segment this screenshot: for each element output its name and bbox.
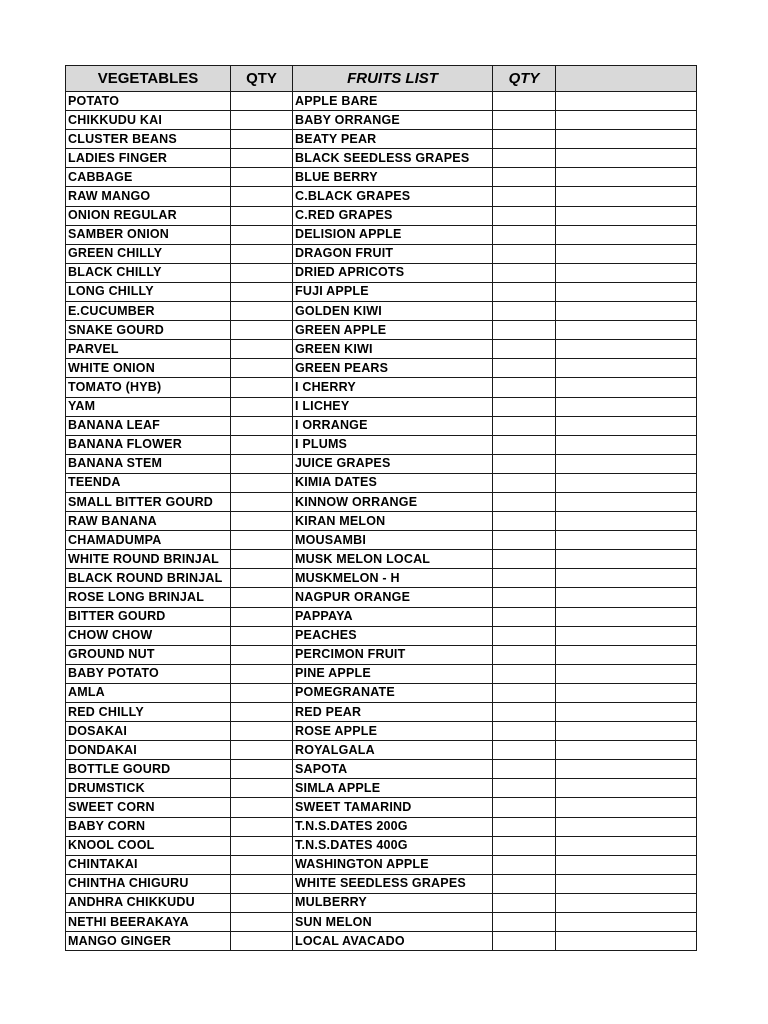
extra-cell: [556, 378, 697, 397]
fruit-qty-cell[interactable]: [493, 359, 556, 378]
vegetable-qty-cell[interactable]: [231, 874, 293, 893]
fruit-qty-cell[interactable]: [493, 244, 556, 263]
fruit-qty-cell[interactable]: [493, 893, 556, 912]
vegetable-qty-cell[interactable]: [231, 244, 293, 263]
fruit-name-cell: T.N.S.DATES 400G: [293, 836, 493, 855]
extra-cell: [556, 92, 697, 111]
vegetable-name-cell: SNAKE GOURD: [66, 321, 231, 340]
extra-cell: [556, 321, 697, 340]
vegetable-name-cell: CHAMADUMPA: [66, 531, 231, 550]
extra-cell: [556, 645, 697, 664]
vegetable-qty-cell[interactable]: [231, 149, 293, 168]
fruit-qty-cell[interactable]: [493, 225, 556, 244]
table-row: [66, 874, 697, 893]
vegetable-name-cell: DOSAKAI: [66, 722, 231, 741]
fruit-qty-cell[interactable]: [493, 913, 556, 932]
table-row: [66, 531, 697, 550]
table-row: [66, 302, 697, 321]
vegetable-qty-cell[interactable]: [231, 779, 293, 798]
fruit-name-cell: GREEN KIWI: [293, 340, 493, 359]
table-row: [66, 321, 697, 340]
vegetable-qty-cell[interactable]: [231, 569, 293, 588]
fruit-name-cell: KINNOW ORRANGE: [293, 492, 493, 511]
extra-cell: [556, 874, 697, 893]
vegetable-name-cell: CHIKKUDU KAI: [66, 111, 231, 130]
fruit-name-cell: ROYALGALA: [293, 741, 493, 760]
vegetable-qty-cell[interactable]: [231, 282, 293, 301]
extra-cell: [556, 932, 697, 951]
fruit-qty-cell[interactable]: [493, 588, 556, 607]
fruit-qty-cell[interactable]: [493, 206, 556, 225]
vegetable-qty-cell[interactable]: [231, 378, 293, 397]
table-row: [66, 645, 697, 664]
vegetable-qty-cell[interactable]: [231, 683, 293, 702]
header-fruits-list: FRUITS LIST: [293, 66, 493, 92]
fruit-qty-cell[interactable]: [493, 836, 556, 855]
vegetable-name-cell: CHINTAKAI: [66, 855, 231, 874]
vegetable-qty-cell[interactable]: [231, 855, 293, 874]
table-row: [66, 703, 697, 722]
fruit-qty-cell[interactable]: [493, 683, 556, 702]
vegetable-qty-cell[interactable]: [231, 760, 293, 779]
fruit-name-cell: PAPPAYA: [293, 607, 493, 626]
vegetable-qty-cell[interactable]: [231, 531, 293, 550]
extra-cell: [556, 282, 697, 301]
fruit-qty-cell[interactable]: [493, 817, 556, 836]
fruit-qty-cell[interactable]: [493, 168, 556, 187]
vegetable-qty-cell[interactable]: [231, 798, 293, 817]
vegetable-name-cell: BANANA STEM: [66, 454, 231, 473]
fruit-qty-cell[interactable]: [493, 531, 556, 550]
extra-cell: [556, 550, 697, 569]
fruit-qty-cell[interactable]: [493, 263, 556, 282]
fruit-name-cell: SAPOTA: [293, 760, 493, 779]
extra-cell: [556, 836, 697, 855]
table-row: [66, 263, 697, 282]
vegetable-qty-cell[interactable]: [231, 225, 293, 244]
fruit-qty-cell[interactable]: [493, 454, 556, 473]
vegetable-name-cell: LADIES FINGER: [66, 149, 231, 168]
fruit-name-cell: C.RED GRAPES: [293, 206, 493, 225]
extra-cell: [556, 454, 697, 473]
extra-cell: [556, 817, 697, 836]
fruit-name-cell: DELISION APPLE: [293, 225, 493, 244]
extra-cell: [556, 492, 697, 511]
table-row: [66, 683, 697, 702]
table-row: [66, 130, 697, 149]
fruit-qty-cell[interactable]: [493, 282, 556, 301]
table-row: [66, 760, 697, 779]
extra-cell: [556, 206, 697, 225]
fruit-name-cell: KIMIA DATES: [293, 473, 493, 492]
extra-cell: [556, 359, 697, 378]
fruit-name-cell: I ORRANGE: [293, 416, 493, 435]
vegetable-qty-cell[interactable]: [231, 893, 293, 912]
extra-cell: [556, 473, 697, 492]
fruit-qty-cell[interactable]: [493, 111, 556, 130]
extra-cell: [556, 244, 697, 263]
vegetable-qty-cell[interactable]: [231, 550, 293, 569]
vegetable-qty-cell[interactable]: [231, 473, 293, 492]
fruit-name-cell: APPLE BARE: [293, 92, 493, 111]
vegetable-name-cell: AMLA: [66, 683, 231, 702]
table-row: [66, 92, 697, 111]
fruit-qty-cell[interactable]: [493, 187, 556, 206]
extra-cell: [556, 913, 697, 932]
vegetable-name-cell: BOTTLE GOURD: [66, 760, 231, 779]
fruit-qty-cell[interactable]: [493, 760, 556, 779]
vegetable-name-cell: ANDHRA CHIKKUDU: [66, 893, 231, 912]
fruit-qty-cell[interactable]: [493, 703, 556, 722]
fruit-name-cell: BABY ORRANGE: [293, 111, 493, 130]
vegetable-name-cell: E.CUCUMBER: [66, 302, 231, 321]
fruit-name-cell: BEATY PEAR: [293, 130, 493, 149]
fruit-name-cell: BLUE BERRY: [293, 168, 493, 187]
fruit-name-cell: NAGPUR ORANGE: [293, 588, 493, 607]
table-row: [66, 206, 697, 225]
vegetable-name-cell: TOMATO (HYB): [66, 378, 231, 397]
fruit-name-cell: JUICE GRAPES: [293, 454, 493, 473]
fruit-qty-cell[interactable]: [493, 416, 556, 435]
vegetable-name-cell: ROSE LONG BRINJAL: [66, 588, 231, 607]
table-row: [66, 512, 697, 531]
fruit-name-cell: POMEGRANATE: [293, 683, 493, 702]
vegetable-name-cell: YAM: [66, 397, 231, 416]
vegetable-qty-cell[interactable]: [231, 664, 293, 683]
fruit-qty-cell[interactable]: [493, 779, 556, 798]
fruit-qty-cell[interactable]: [493, 378, 556, 397]
table-row: [66, 913, 697, 932]
header-qty-vegetables: QTY: [231, 66, 293, 92]
vegetable-qty-cell[interactable]: [231, 588, 293, 607]
table-row: [66, 798, 697, 817]
vegetable-qty-cell[interactable]: [231, 913, 293, 932]
table-row: [66, 340, 697, 359]
header-row: [66, 66, 697, 92]
vegetable-name-cell: RAW BANANA: [66, 512, 231, 531]
fruit-qty-cell[interactable]: [493, 722, 556, 741]
extra-cell: [556, 683, 697, 702]
table-row: [66, 569, 697, 588]
extra-cell: [556, 798, 697, 817]
vegetable-qty-cell[interactable]: [231, 187, 293, 206]
fruit-name-cell: T.N.S.DATES 200G: [293, 817, 493, 836]
extra-cell: [556, 111, 697, 130]
extra-cell: [556, 531, 697, 550]
vegetable-name-cell: DONDAKAI: [66, 741, 231, 760]
vegetable-qty-cell[interactable]: [231, 263, 293, 282]
vegetable-name-cell: BLACK CHILLY: [66, 263, 231, 282]
table-row: [66, 664, 697, 683]
extra-cell: [556, 760, 697, 779]
extra-cell: [556, 302, 697, 321]
vegetable-name-cell: WHITE ROUND BRINJAL: [66, 550, 231, 569]
header-blank: [556, 66, 697, 92]
vegetable-qty-cell[interactable]: [231, 626, 293, 645]
vegetable-qty-cell[interactable]: [231, 703, 293, 722]
fruit-name-cell: DRAGON FRUIT: [293, 244, 493, 263]
vegetable-name-cell: SAMBER ONION: [66, 225, 231, 244]
vegetable-qty-cell[interactable]: [231, 722, 293, 741]
fruit-qty-cell[interactable]: [493, 149, 556, 168]
extra-cell: [556, 435, 697, 454]
vegetable-name-cell: LONG CHILLY: [66, 282, 231, 301]
vegetable-name-cell: ONION REGULAR: [66, 206, 231, 225]
extra-cell: [556, 416, 697, 435]
vegetable-qty-cell[interactable]: [231, 302, 293, 321]
fruit-name-cell: GOLDEN KIWI: [293, 302, 493, 321]
extra-cell: [556, 779, 697, 798]
fruit-qty-cell[interactable]: [493, 932, 556, 951]
extra-cell: [556, 893, 697, 912]
fruit-name-cell: MUSKMELON - H: [293, 569, 493, 588]
table-row: [66, 454, 697, 473]
extra-cell: [556, 263, 697, 282]
vegetable-name-cell: BABY CORN: [66, 817, 231, 836]
extra-cell: [556, 703, 697, 722]
vegetable-qty-cell[interactable]: [231, 645, 293, 664]
vegetable-name-cell: RAW MANGO: [66, 187, 231, 206]
vegetable-name-cell: BITTER GOURD: [66, 607, 231, 626]
table-row: [66, 282, 697, 301]
table-row: [66, 168, 697, 187]
vegetable-qty-cell[interactable]: [231, 168, 293, 187]
table-row: [66, 111, 697, 130]
fruit-qty-cell[interactable]: [493, 645, 556, 664]
vegetable-name-cell: NETHI BEERAKAYA: [66, 913, 231, 932]
header-qty-fruits: QTY: [493, 66, 556, 92]
vegetable-qty-cell[interactable]: [231, 836, 293, 855]
vegetable-name-cell: SWEET CORN: [66, 798, 231, 817]
extra-cell: [556, 187, 697, 206]
vegetable-qty-cell[interactable]: [231, 435, 293, 454]
vegetable-qty-cell[interactable]: [231, 932, 293, 951]
table-row: [66, 378, 697, 397]
table-row: [66, 149, 697, 168]
fruit-name-cell: SIMLA APPLE: [293, 779, 493, 798]
fruit-name-cell: RED PEAR: [293, 703, 493, 722]
table-row: [66, 397, 697, 416]
vegetable-name-cell: BANANA LEAF: [66, 416, 231, 435]
fruit-qty-cell[interactable]: [493, 397, 556, 416]
table-row: [66, 435, 697, 454]
fruit-name-cell: FUJI APPLE: [293, 282, 493, 301]
fruit-name-cell: WASHINGTON APPLE: [293, 855, 493, 874]
table-row: [66, 416, 697, 435]
fruit-qty-cell[interactable]: [493, 302, 556, 321]
fruit-name-cell: KIRAN MELON: [293, 512, 493, 531]
vegetable-name-cell: CHOW CHOW: [66, 626, 231, 645]
extra-cell: [556, 722, 697, 741]
fruit-name-cell: MUSK MELON LOCAL: [293, 550, 493, 569]
extra-cell: [556, 626, 697, 645]
fruit-name-cell: C.BLACK GRAPES: [293, 187, 493, 206]
extra-cell: [556, 569, 697, 588]
table-row: [66, 550, 697, 569]
fruit-name-cell: PINE APPLE: [293, 664, 493, 683]
fruit-name-cell: GREEN APPLE: [293, 321, 493, 340]
vegetable-qty-cell[interactable]: [231, 340, 293, 359]
vegetable-name-cell: DRUMSTICK: [66, 779, 231, 798]
fruit-name-cell: WHITE SEEDLESS GRAPES: [293, 874, 493, 893]
fruit-name-cell: PERCIMON FRUIT: [293, 645, 493, 664]
order-sheet-table: [65, 65, 697, 951]
fruit-name-cell: BLACK SEEDLESS GRAPES: [293, 149, 493, 168]
extra-cell: [556, 607, 697, 626]
extra-cell: [556, 512, 697, 531]
fruit-name-cell: ROSE APPLE: [293, 722, 493, 741]
fruit-qty-cell[interactable]: [493, 664, 556, 683]
vegetable-name-cell: BANANA FLOWER: [66, 435, 231, 454]
fruit-qty-cell[interactable]: [493, 512, 556, 531]
vegetable-qty-cell[interactable]: [231, 817, 293, 836]
fruit-qty-cell[interactable]: [493, 607, 556, 626]
extra-cell: [556, 168, 697, 187]
extra-cell: [556, 855, 697, 874]
vegetable-qty-cell[interactable]: [231, 454, 293, 473]
fruit-qty-cell[interactable]: [493, 92, 556, 111]
fruit-qty-cell[interactable]: [493, 550, 556, 569]
fruit-qty-cell[interactable]: [493, 492, 556, 511]
vegetable-name-cell: GREEN CHILLY: [66, 244, 231, 263]
table-row: [66, 626, 697, 645]
vegetable-name-cell: TEENDA: [66, 473, 231, 492]
table-row: [66, 722, 697, 741]
vegetable-name-cell: KNOOL COOL: [66, 836, 231, 855]
extra-cell: [556, 225, 697, 244]
fruit-name-cell: I CHERRY: [293, 378, 493, 397]
fruit-qty-cell[interactable]: [493, 569, 556, 588]
vegetable-name-cell: SMALL BITTER GOURD: [66, 492, 231, 511]
fruit-name-cell: I PLUMS: [293, 435, 493, 454]
table-row: [66, 359, 697, 378]
fruit-name-cell: I LICHEY: [293, 397, 493, 416]
table-row: [66, 741, 697, 760]
fruit-qty-cell[interactable]: [493, 340, 556, 359]
extra-cell: [556, 588, 697, 607]
header-vegetables: VEGETABLES: [66, 66, 231, 92]
vegetable-qty-cell[interactable]: [231, 607, 293, 626]
extra-cell: [556, 397, 697, 416]
fruit-qty-cell[interactable]: [493, 321, 556, 340]
vegetable-qty-cell[interactable]: [231, 359, 293, 378]
fruit-qty-cell[interactable]: [493, 626, 556, 645]
vegetable-qty-cell[interactable]: [231, 492, 293, 511]
table-row: [66, 817, 697, 836]
vegetable-qty-cell[interactable]: [231, 130, 293, 149]
vegetable-name-cell: CABBAGE: [66, 168, 231, 187]
vegetable-qty-cell[interactable]: [231, 321, 293, 340]
vegetable-name-cell: BLACK ROUND BRINJAL: [66, 569, 231, 588]
table-row: [66, 779, 697, 798]
fruit-qty-cell[interactable]: [493, 473, 556, 492]
table-row: [66, 225, 697, 244]
table-row: [66, 932, 697, 951]
fruit-qty-cell[interactable]: [493, 130, 556, 149]
vegetable-qty-cell[interactable]: [231, 397, 293, 416]
fruit-qty-cell[interactable]: [493, 855, 556, 874]
fruit-qty-cell[interactable]: [493, 741, 556, 760]
vegetable-qty-cell[interactable]: [231, 416, 293, 435]
fruit-qty-cell[interactable]: [493, 435, 556, 454]
fruit-name-cell: GREEN PEARS: [293, 359, 493, 378]
vegetable-name-cell: RED CHILLY: [66, 703, 231, 722]
table-row: [66, 244, 697, 263]
vegetable-name-cell: MANGO GINGER: [66, 932, 231, 951]
fruit-name-cell: MOUSAMBI: [293, 531, 493, 550]
fruit-name-cell: PEACHES: [293, 626, 493, 645]
table-row: [66, 893, 697, 912]
table-row: [66, 588, 697, 607]
table-row: [66, 855, 697, 874]
fruit-name-cell: DRIED APRICOTS: [293, 263, 493, 282]
fruit-qty-cell[interactable]: [493, 874, 556, 893]
vegetable-name-cell: CHINTHA CHIGURU: [66, 874, 231, 893]
vegetable-qty-cell[interactable]: [231, 111, 293, 130]
table-row: [66, 187, 697, 206]
table-row: [66, 473, 697, 492]
extra-cell: [556, 340, 697, 359]
vegetable-qty-cell[interactable]: [231, 206, 293, 225]
vegetable-name-cell: CLUSTER BEANS: [66, 130, 231, 149]
extra-cell: [556, 664, 697, 683]
vegetable-name-cell: POTATO: [66, 92, 231, 111]
extra-cell: [556, 130, 697, 149]
table-row: [66, 492, 697, 511]
vegetable-qty-cell[interactable]: [231, 512, 293, 531]
fruit-name-cell: MULBERRY: [293, 893, 493, 912]
table-row: [66, 607, 697, 626]
fruit-name-cell: SWEET TAMARIND: [293, 798, 493, 817]
table-row: [66, 836, 697, 855]
extra-cell: [556, 149, 697, 168]
vegetable-name-cell: BABY POTATO: [66, 664, 231, 683]
vegetable-name-cell: GROUND NUT: [66, 645, 231, 664]
extra-cell: [556, 741, 697, 760]
fruit-name-cell: LOCAL AVACADO: [293, 932, 493, 951]
vegetable-name-cell: PARVEL: [66, 340, 231, 359]
fruit-qty-cell[interactable]: [493, 798, 556, 817]
fruit-name-cell: SUN MELON: [293, 913, 493, 932]
vegetable-qty-cell[interactable]: [231, 741, 293, 760]
vegetable-name-cell: WHITE ONION: [66, 359, 231, 378]
vegetable-qty-cell[interactable]: [231, 92, 293, 111]
